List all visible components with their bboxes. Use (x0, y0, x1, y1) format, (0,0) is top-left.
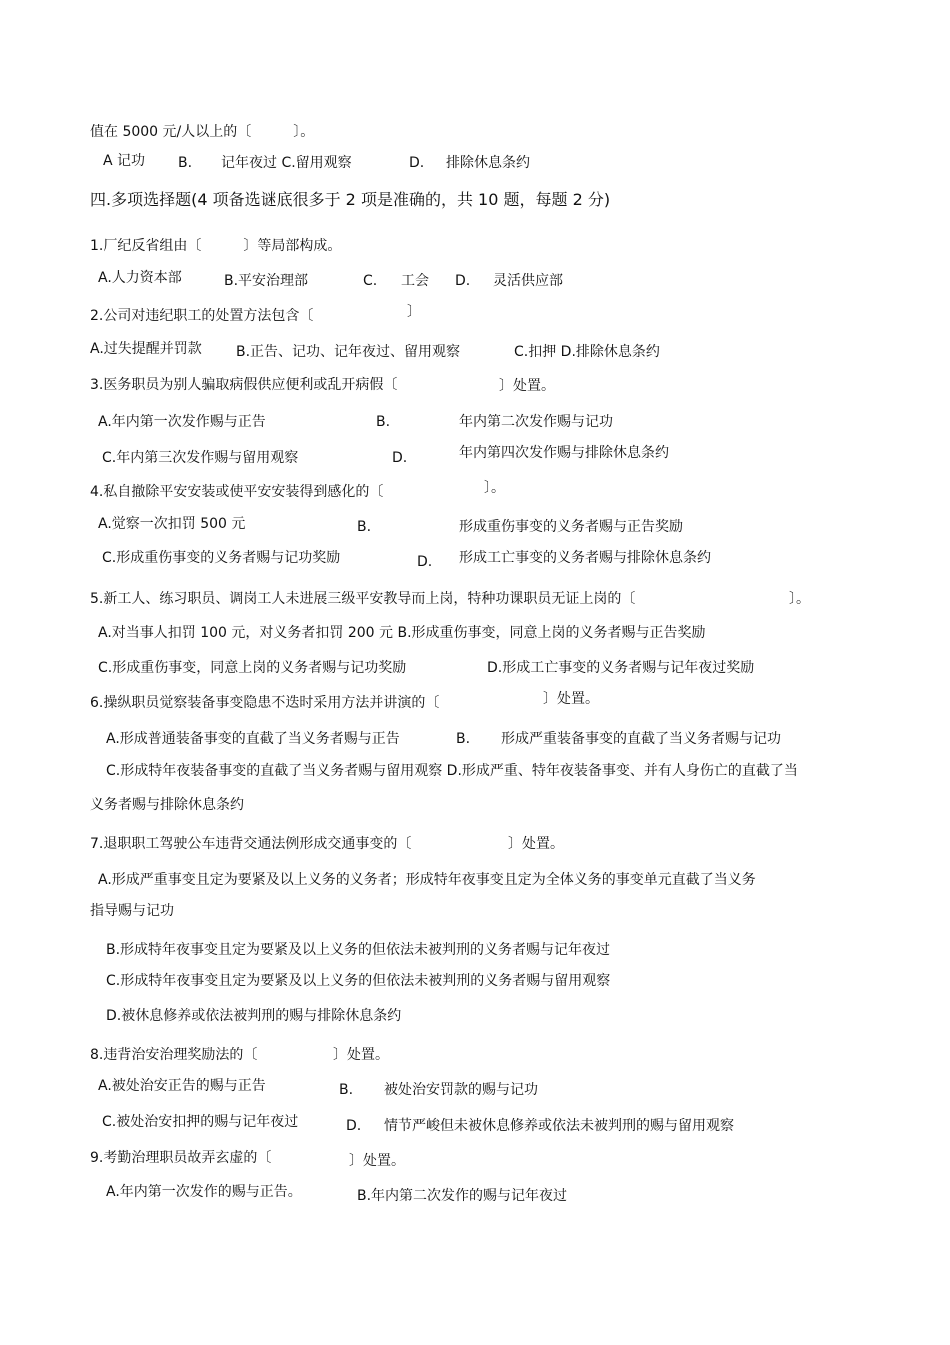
question-continuation: 值在 5000 元/人以上的〔 〕。 (90, 124, 315, 140)
q3-suffix: 〕处置。 (499, 378, 555, 394)
q7-option-c: C.形成特年夜事变且定为要紧及以上义务的但依法未被判刑的义务者赐与留用观察 (106, 973, 611, 989)
q8-option-d-text: 情节严峻但未被休息修养或依法未被判刑的赐与留用观察 (384, 1118, 734, 1134)
q1-option-c-letter: C. (363, 273, 378, 289)
q6-option-b-letter: B. (456, 731, 471, 747)
option-b-text: 记年夜过 C.留用观察 (221, 155, 352, 171)
q6-option-d-cont: 义务者赐与排除休息条约 (90, 797, 244, 813)
q1-option-d-text: 灵活供应部 (493, 273, 563, 289)
question-9: 9.考勤治理职员故弄玄虚的〔 (90, 1150, 272, 1166)
q8-option-b-letter: B. (339, 1082, 354, 1098)
q4-suffix: 〕。 (484, 480, 505, 496)
q5-option-d: D.形成工亡事变的义务者赐与记年夜过奖励 (487, 660, 755, 676)
question-5: 5.新工人、练习职员、调岗工人未进展三级平安教导而上岗，特种功课职员无证上岗的〔 (90, 591, 636, 607)
q3-option-d-text: 年内第四次发作赐与排除休息条约 (459, 445, 669, 461)
q4-option-b-text: 形成重伤事变的义务者赐与正告奖励 (459, 519, 683, 535)
q7-option-d: D.被休息修养或依法被判刑的赐与排除休息条约 (106, 1008, 402, 1024)
question-7: 7.退职职工驾驶公车违背交通法例形成交通事变的〔 (90, 836, 412, 852)
section-heading: 四.多项选择题(4 项备选谜底很多于 2 项是准确的，共 10 题，每题 2 分) (90, 190, 611, 209)
q5-suffix: 〕。 (789, 591, 810, 607)
q3-option-b-text: 年内第二次发作赐与记功 (459, 414, 613, 430)
q6-option-a: A.形成普通装备事变的直截了当义务者赐与正告 (106, 731, 400, 747)
option-a: A 记功 (103, 153, 146, 169)
q9-option-b: B.年内第二次发作的赐与记年夜过 (357, 1188, 568, 1204)
q1-option-b: B.平安治理部 (224, 273, 309, 289)
q1-option-d-letter: D. (455, 273, 471, 289)
q3-option-c: C.年内第三次发作赐与留用观察 (102, 450, 299, 466)
q7-option-a-cont: 指导赐与记功 (90, 903, 174, 919)
q8-option-a: A.被处治安正告的赐与正告 (98, 1078, 266, 1094)
q6-option-b-text: 形成严重装备事变的直截了当义务者赐与记功 (501, 731, 781, 747)
q3-option-b-letter: B. (376, 414, 391, 430)
q8-option-d-letter: D. (346, 1118, 362, 1134)
q4-option-c: C.形成重伤事变的义务者赐与记功奖励 (102, 550, 341, 566)
q5-option-c: C.形成重伤事变，同意上岗的义务者赐与记功奖励 (98, 660, 407, 676)
q4-option-a: A.觉察一次扣罚 500 元 (98, 516, 246, 532)
q7-option-a: A.形成严重事变且定为要紧及以上义务的义务者；形成特年夜事变且定为全体义务的事变单元直截了当义务 (98, 872, 756, 888)
q2-bracket-close: 〕 (407, 304, 421, 320)
option-d-letter: D. (409, 155, 425, 171)
q4-option-d-text: 形成工亡事变的义务者赐与排除休息条约 (459, 550, 711, 566)
q8-suffix: 〕处置。 (333, 1047, 389, 1063)
q9-option-a: A.年内第一次发作的赐与正告。 (106, 1184, 302, 1200)
q6-suffix: 〕处置。 (543, 691, 599, 707)
q7-option-b: B.形成特年夜事变且定为要紧及以上义务的但依法未被判刑的义务者赐与记年夜过 (106, 942, 611, 958)
q6-option-cd: C.形成特年夜装备事变的直截了当义务者赐与留用观察 D.形成严重、特年夜装备事变、并有人身伤亡的直截了当 (106, 763, 798, 779)
q4-option-d-letter: D. (417, 554, 433, 570)
q2-option-cd: C.扣押 D.排除休息条约 (514, 344, 660, 360)
question-4: 4.私自撤除平安安装或使平安安装得到感化的〔 (90, 484, 384, 500)
q8-option-c: C.被处治安扣押的赐与记年夜过 (102, 1114, 299, 1130)
q5-option-ab: A.对当事人扣罚 100 元，对义务者扣罚 200 元 B.形成重伤事变，同意上岗的义务者赐与正告奖励 (98, 625, 706, 641)
q1-option-c-text: 工会 (401, 273, 429, 289)
q8-option-b-text: 被处治安罚款的赐与记功 (384, 1082, 538, 1098)
question-3: 3.医务职员为别人骗取病假供应便利或乱开病假〔 (90, 377, 398, 393)
question-8: 8.违背治安治理奖励法的〔 (90, 1047, 258, 1063)
q1-option-a: A.人力资本部 (98, 270, 182, 286)
q4-option-b-letter: B. (357, 519, 372, 535)
question-2: 2.公司对违纪职工的处置方法包含〔 (90, 308, 314, 324)
question-1: 1.厂纪反省组由〔 〕等局部构成。 (90, 238, 342, 254)
q2-option-a: A.过失提醒并罚款 (90, 341, 202, 357)
q2-option-b: B.正告、记功、记年夜过、留用观察 (236, 344, 461, 360)
q7-suffix: 〕处置。 (508, 836, 564, 852)
q3-option-a: A.年内第一次发作赐与正告 (98, 414, 266, 430)
option-b-letter: B. (178, 155, 193, 171)
q3-option-d-letter: D. (392, 450, 408, 466)
question-6: 6.操纵职员觉察装备事变隐患不迭时采用方法并讲演的〔 (90, 695, 440, 711)
option-d-text: 排除休息条约 (446, 155, 530, 171)
q9-suffix: 〕处置。 (349, 1153, 405, 1169)
